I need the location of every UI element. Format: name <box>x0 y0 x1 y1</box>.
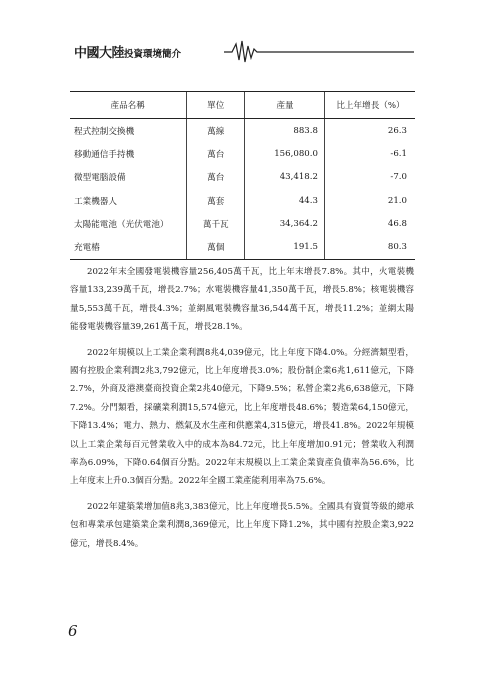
table-row <box>70 142 415 165</box>
paragraph-power-capacity: 2022年末全國發電裝機容量256,405萬千瓦，比上年末增長7.8%。其中，火電裝機容量133,239萬千瓦，增長2.7%；水電裝機容量41,350萬千瓦，增長5.8%；核電裝機容量5,553萬千瓦，增長4.3%；並網風電裝機容量36,544萬千瓦，增長11.2%；並網太陽能發電裝機容量39,261萬千瓦，增長28.1%。 <box>70 267 414 333</box>
col-header-output: 產量 <box>245 92 325 119</box>
cell-product: 移動通信手持機 <box>74 149 135 160</box>
cell-unit: 萬個 <box>187 235 245 259</box>
cell-output: 156,080.0 <box>245 142 325 165</box>
col-header-product: 產品名稱 <box>70 92 187 119</box>
cell-unit: 萬套 <box>187 189 245 212</box>
page-number: 6 <box>68 622 78 640</box>
table-header-row <box>70 92 415 119</box>
header-title <box>74 42 181 61</box>
cell-growth: -7.0 <box>324 166 415 189</box>
cell-output: 883.8 <box>245 119 325 143</box>
table-row <box>70 235 415 259</box>
header-title-sub: 投資環境簡介 <box>124 49 182 60</box>
table-row <box>70 189 415 212</box>
cell-product: 工業機器人 <box>74 196 117 207</box>
cell-growth: 21.0 <box>324 189 415 212</box>
table-row <box>70 166 415 189</box>
table-row <box>70 212 415 235</box>
cell-unit: 萬線 <box>187 119 245 143</box>
cell-product: 太陽能電池（光伏電池） <box>74 219 169 230</box>
cell-product: 微型電腦設備 <box>74 173 126 184</box>
cell-output: 44.3 <box>245 189 325 212</box>
col-header-unit: 單位 <box>187 92 245 119</box>
cell-unit: 萬千瓦 <box>187 212 245 235</box>
cell-output: 34,364.2 <box>245 212 325 235</box>
paragraph-industrial-profit: 2022年規模以上工業企業利潤8兆4,039億元，比上年度下降4.0%。分經濟類型看，國有控股企業利潤2兆3,792億元，比上年度增長3.0%；股份制企業6兆1,611億元，下降2.7%，外商及港澳臺商投資企業2兆40億元，下降9.5%；私營企業2兆6,638億元，下降7.2%。分門類看，採礦業利潤15,574億元，比上年度增長48.6%；製造業64,150億元，下降13.4%；電力、熱力、燃氣及水生產和供應業4,315億元，增長41.8%。2022年規模以上工業企業每百元營業收入中的成本為84.72元，比上年度增加0.91元；營業收入利潤率為6.09%，下降0.64個百分點。2022年末規模以上工業企業資產負債率為56.6%，比上年度末上升0.3個百分點。2022年全國工業產能利用率為75.6%。 <box>70 347 414 487</box>
cell-unit: 萬台 <box>187 142 245 165</box>
paragraph-construction: 2022年建築業增加值8兆3,383億元，比上年度增長5.5%。全國具有資質等級的總承包和專業承包建築業企業利潤8,369億元，比上年度下降1.2%，其中國有控股企業3,922億元，增長8.4%。 <box>70 501 414 549</box>
cell-unit: 萬台 <box>187 166 245 189</box>
col-header-growth: 比上年增長（%） <box>324 92 415 119</box>
cell-output: 43,418.2 <box>245 166 325 189</box>
running-header <box>74 38 414 64</box>
production-table <box>70 91 415 260</box>
cell-growth: -6.1 <box>324 142 415 165</box>
cell-growth: 26.3 <box>324 119 415 143</box>
cell-output: 191.5 <box>245 235 325 259</box>
cell-growth: 80.3 <box>324 235 415 259</box>
cell-product: 充電樁 <box>70 235 187 259</box>
cell-growth: 46.8 <box>324 212 415 235</box>
table-row <box>70 119 415 143</box>
body-text <box>70 263 414 560</box>
header-title-main: 中國大陸 <box>74 46 125 61</box>
cell-product: 程式控制交換機 <box>74 126 135 137</box>
